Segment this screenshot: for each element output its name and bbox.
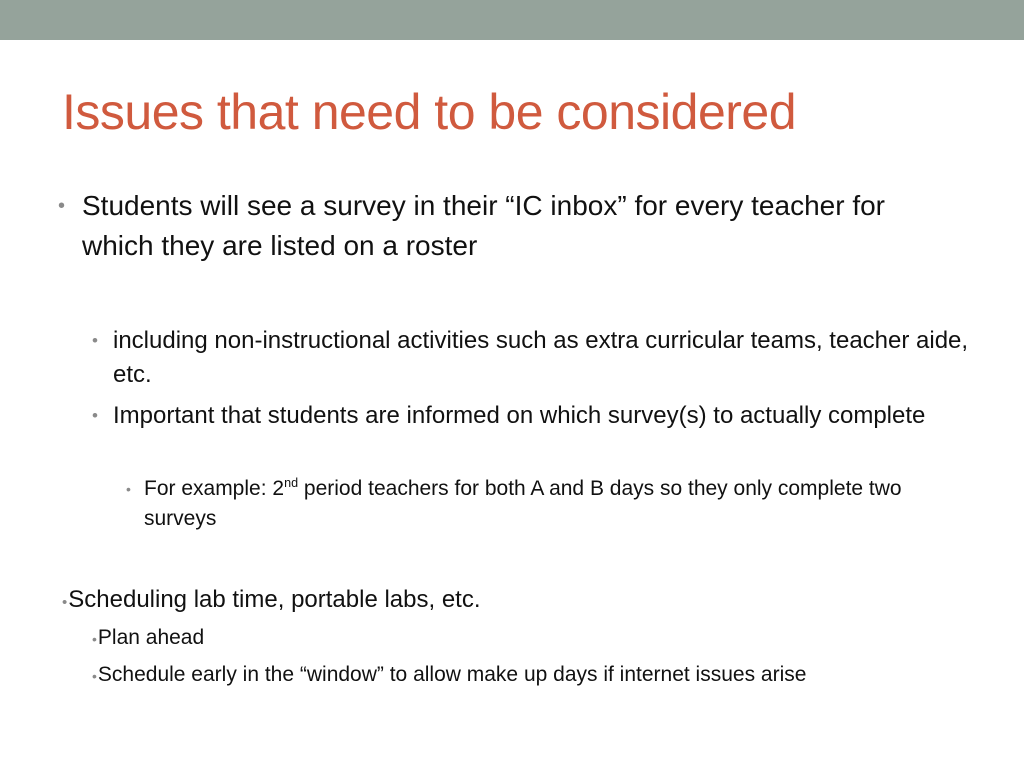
ordinal-superscript: nd	[284, 476, 299, 490]
example-bullet	[126, 474, 944, 534]
bullet-marker: •	[92, 406, 98, 425]
bullet-text: Schedule early in the “window” to allow make up days if internet issues arise	[97, 663, 807, 686]
bullet-marker: •	[92, 631, 97, 647]
bullet-scheduling	[62, 583, 942, 620]
example-suffix: period teachers for both A and B days so they only complete two surveys	[144, 477, 902, 530]
bullet-marker: •	[92, 331, 98, 350]
bullet-marker: •	[92, 668, 97, 684]
top-accent-bar	[0, 0, 1024, 40]
bullet-text: Important that students are informed on which survey(s) to actually complete	[113, 402, 926, 429]
example-prefix: For example: 2	[144, 477, 285, 500]
bullet-text: Students will see a survey in their “IC inbox” for every teacher for which they are listed on a roster	[82, 190, 886, 261]
sub-bullet-plan-ahead	[92, 622, 922, 655]
bullet-marker: •	[62, 594, 68, 611]
sub-bullet-schedule-early	[92, 659, 922, 692]
bullet-marker: •	[126, 481, 131, 497]
bullet-text: including non-instructional activities such as extra curricular teams, teacher aide, etc.	[113, 327, 969, 388]
slide-title: Issues that need to be considered	[62, 84, 797, 140]
bullet-marker: •	[58, 195, 66, 217]
sub-bullet-non-instructional	[92, 324, 973, 392]
sub-bullet-informed	[92, 399, 973, 433]
bullet-students-survey	[58, 186, 922, 266]
bullet-text: Plan ahead	[97, 626, 205, 649]
bullet-text: Scheduling lab time, portable labs, etc.	[68, 586, 481, 613]
